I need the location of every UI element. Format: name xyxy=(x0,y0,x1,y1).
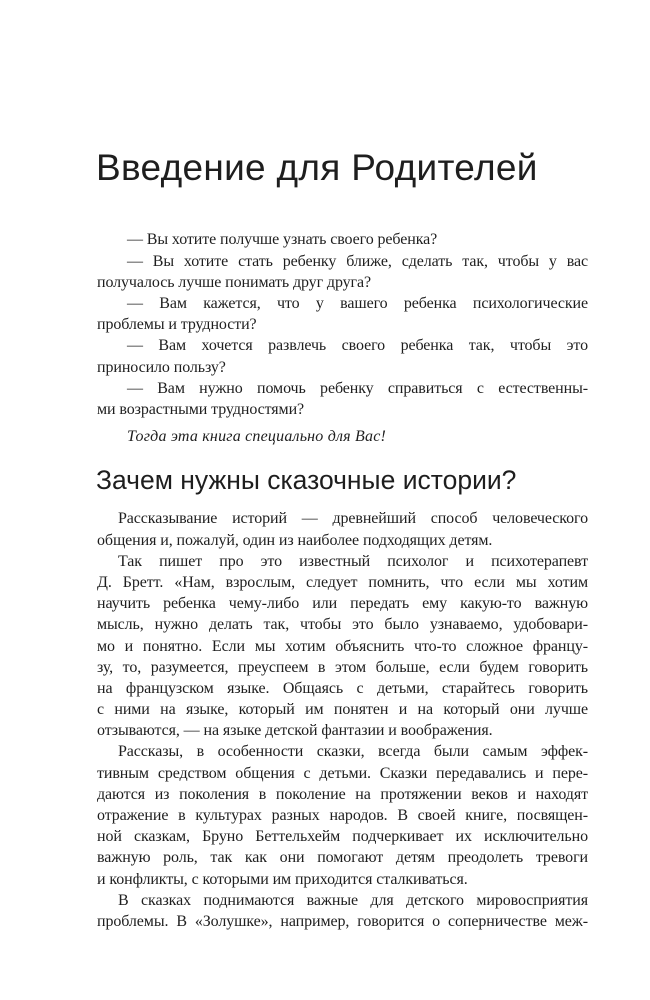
body-line: Рассказывание историй — древнейший способ человеческого xyxy=(118,510,588,528)
body-line: ной сказкам, Бруно Беттельхейм подчеркивает их исключительно xyxy=(97,828,588,846)
body-line: отражение в культурах разных народов. В своей книге, посвящен- xyxy=(97,807,588,825)
body-line: мо и понятно. Если мы хотим объяснить что-то сложное францу- xyxy=(97,637,588,655)
body-line: тивным средством общения с детьми. Сказки передавались и пере- xyxy=(97,764,588,782)
question-line: приносило пользу? xyxy=(97,358,226,376)
body-text xyxy=(97,508,588,932)
body-line: на французском языке. Общаясь с детьми, старайтесь говорить xyxy=(97,679,588,697)
body-line: В сказках поднимаются важные для детского мировосприятия xyxy=(118,891,588,909)
body-line: с ними на языке, который им понятен и на который они лучше xyxy=(97,701,588,719)
body-line: общения и, пожалуй, один из наиболее подходящих детям. xyxy=(97,531,493,549)
question-line: проблемы и трудности? xyxy=(97,316,257,334)
body-line: отзываются, — на языке детской фантазии и воображения. xyxy=(97,722,493,740)
body-line: зу, то, разумеется, преуспеем в этом больше, если будем говорить xyxy=(97,658,588,676)
body-line: и конфликты, с которыми им приходится сталкиваться. xyxy=(97,870,468,888)
body-line: мысль, нужно делать так, чтобы это было узнаваемо, удобовари- xyxy=(97,616,588,634)
body-line: научить ребенка чему-либо или передать ему какую-то важную xyxy=(97,595,588,613)
question-line: ми возрастными трудностями? xyxy=(97,400,305,418)
questions-block xyxy=(97,229,588,420)
body-line: Д. Бретт. «Нам, взрослым, следует помнить, что если мы хотим xyxy=(97,573,588,591)
body-line: даются из поколения в поколение на протяжении веков и находят xyxy=(97,785,588,803)
body-line: проблемы. В «Золушке», например, говорится о соперничестве меж- xyxy=(97,912,588,930)
body-line: Так пишет про это известный психолог и психотерапевт xyxy=(118,552,588,570)
question-line: — Вы хотите стать ребенку ближе, сделать так, чтобы у вас xyxy=(127,252,588,270)
section-title: Зачем нужны сказочные истории? xyxy=(96,465,517,495)
question-line: — Вам хочется развлечь своего ребенка так, чтобы это xyxy=(127,337,588,355)
body-line: важную роль, так как они помогают детям преодолеть тревоги xyxy=(97,849,588,867)
question-line: — Вам кажется, что у вашего ребенка психологические xyxy=(127,294,588,312)
question-line: — Вам нужно помочь ребенку справиться с естественны- xyxy=(127,379,588,397)
question-line: получалось лучше понимать друг друга? xyxy=(97,273,372,291)
question-line: — Вы хотите получше узнать своего ребенка? xyxy=(127,231,438,249)
body-line: Рассказы, в особенности сказки, всегда были самым эффек- xyxy=(118,743,588,761)
page-title: Введение для Родителей xyxy=(96,147,538,188)
closing-line: Тогда эта книга специально для Вас! xyxy=(127,428,387,446)
